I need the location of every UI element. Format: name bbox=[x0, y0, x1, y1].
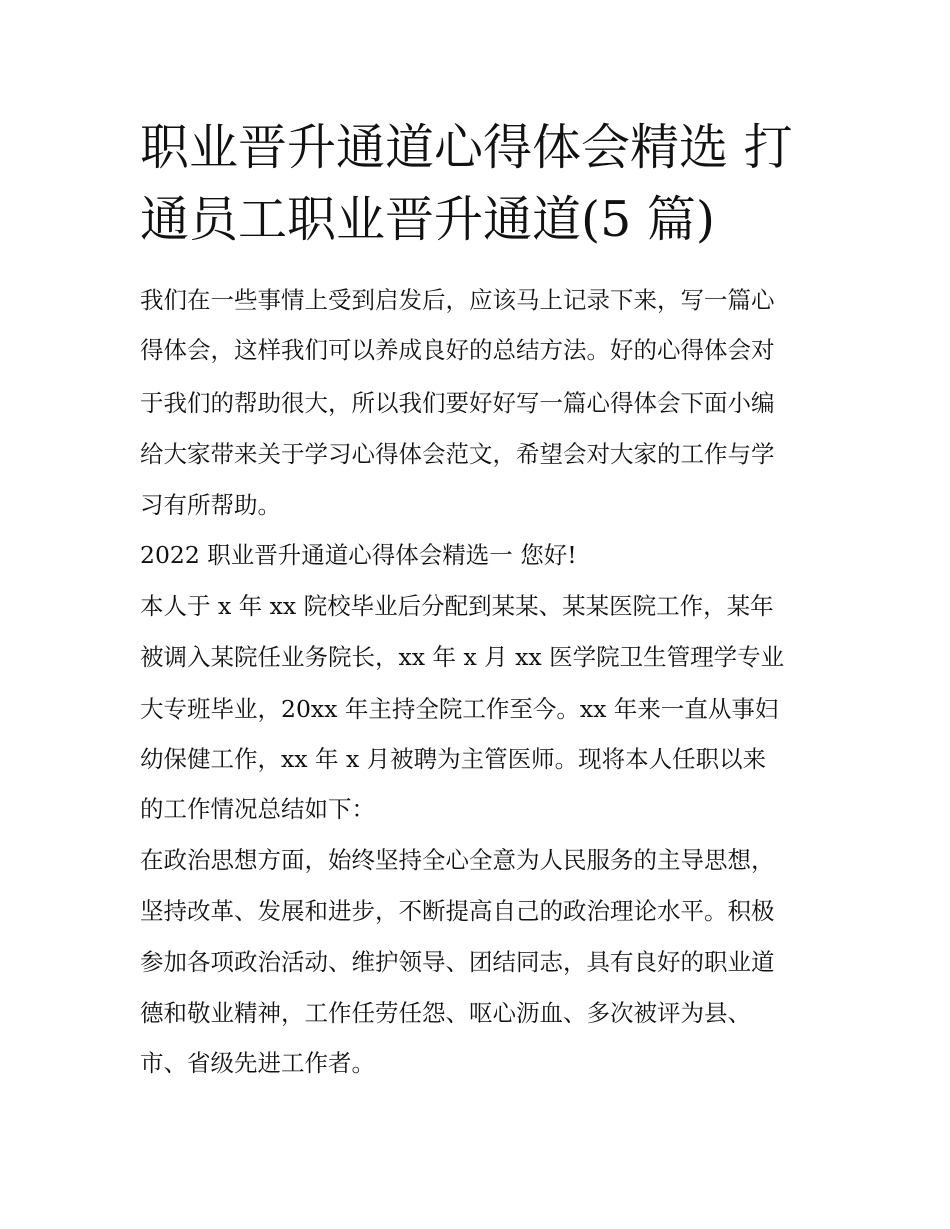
title-line-1: 职业晋升通道心得体会精选 打 bbox=[140, 119, 793, 176]
body-line-10: 幼保健工作，xx 年 x 月被聘为主管医师。现将本人任职以来 bbox=[140, 745, 767, 773]
body-line-14: 参加各项政治活动、维护领导、团结同志，具有良好的职业道 bbox=[140, 948, 775, 976]
body-line-16: 市、省级先进工作者。 bbox=[140, 1049, 375, 1077]
body-line-9: 大专班毕业，20xx 年主持全院工作至今。xx 年来一直从事妇 bbox=[140, 695, 779, 723]
body-line-11: 的工作情况总结如下： bbox=[140, 795, 375, 823]
title-line-2: 通员工职业晋升通道(5 篇) bbox=[140, 191, 715, 248]
body-line-12: 在政治思想方面，始终坚持全心全意为人民服务的主导思想， bbox=[140, 846, 775, 874]
body-line-13: 坚持改革、发展和进步，不断提高自己的政治理论水平。积极 bbox=[140, 897, 775, 925]
body-line-5: 习有所帮助。 bbox=[140, 491, 281, 519]
body-line-1: 我们在一些事情上受到启发后，应该马上记录下来，写一篇心 bbox=[140, 286, 775, 314]
body-line-15: 德和敬业精神，工作任劳任怨、呕心沥血、多次被评为县、 bbox=[140, 999, 751, 1027]
body-line-8: 被调入某院任业务院长，xx 年 x 月 xx 医学院卫生管理学专业 bbox=[140, 643, 785, 671]
body-line-4: 给大家带来关于学习心得体会范文，希望会对大家的工作与学 bbox=[140, 440, 775, 468]
document-title bbox=[140, 112, 830, 256]
section-heading: 2022 职业晋升通道心得体会精选一 您好! bbox=[140, 541, 577, 569]
body-line-3: 于我们的帮助很大，所以我们要好好写一篇心得体会下面小编 bbox=[140, 389, 775, 417]
body-line-7: 本人于 x 年 xx 院校毕业后分配到某某、某某医院工作，某年 bbox=[140, 592, 774, 620]
body-line-2: 得体会，这样我们可以养成良好的总结方法。好的心得体会对 bbox=[140, 336, 775, 364]
